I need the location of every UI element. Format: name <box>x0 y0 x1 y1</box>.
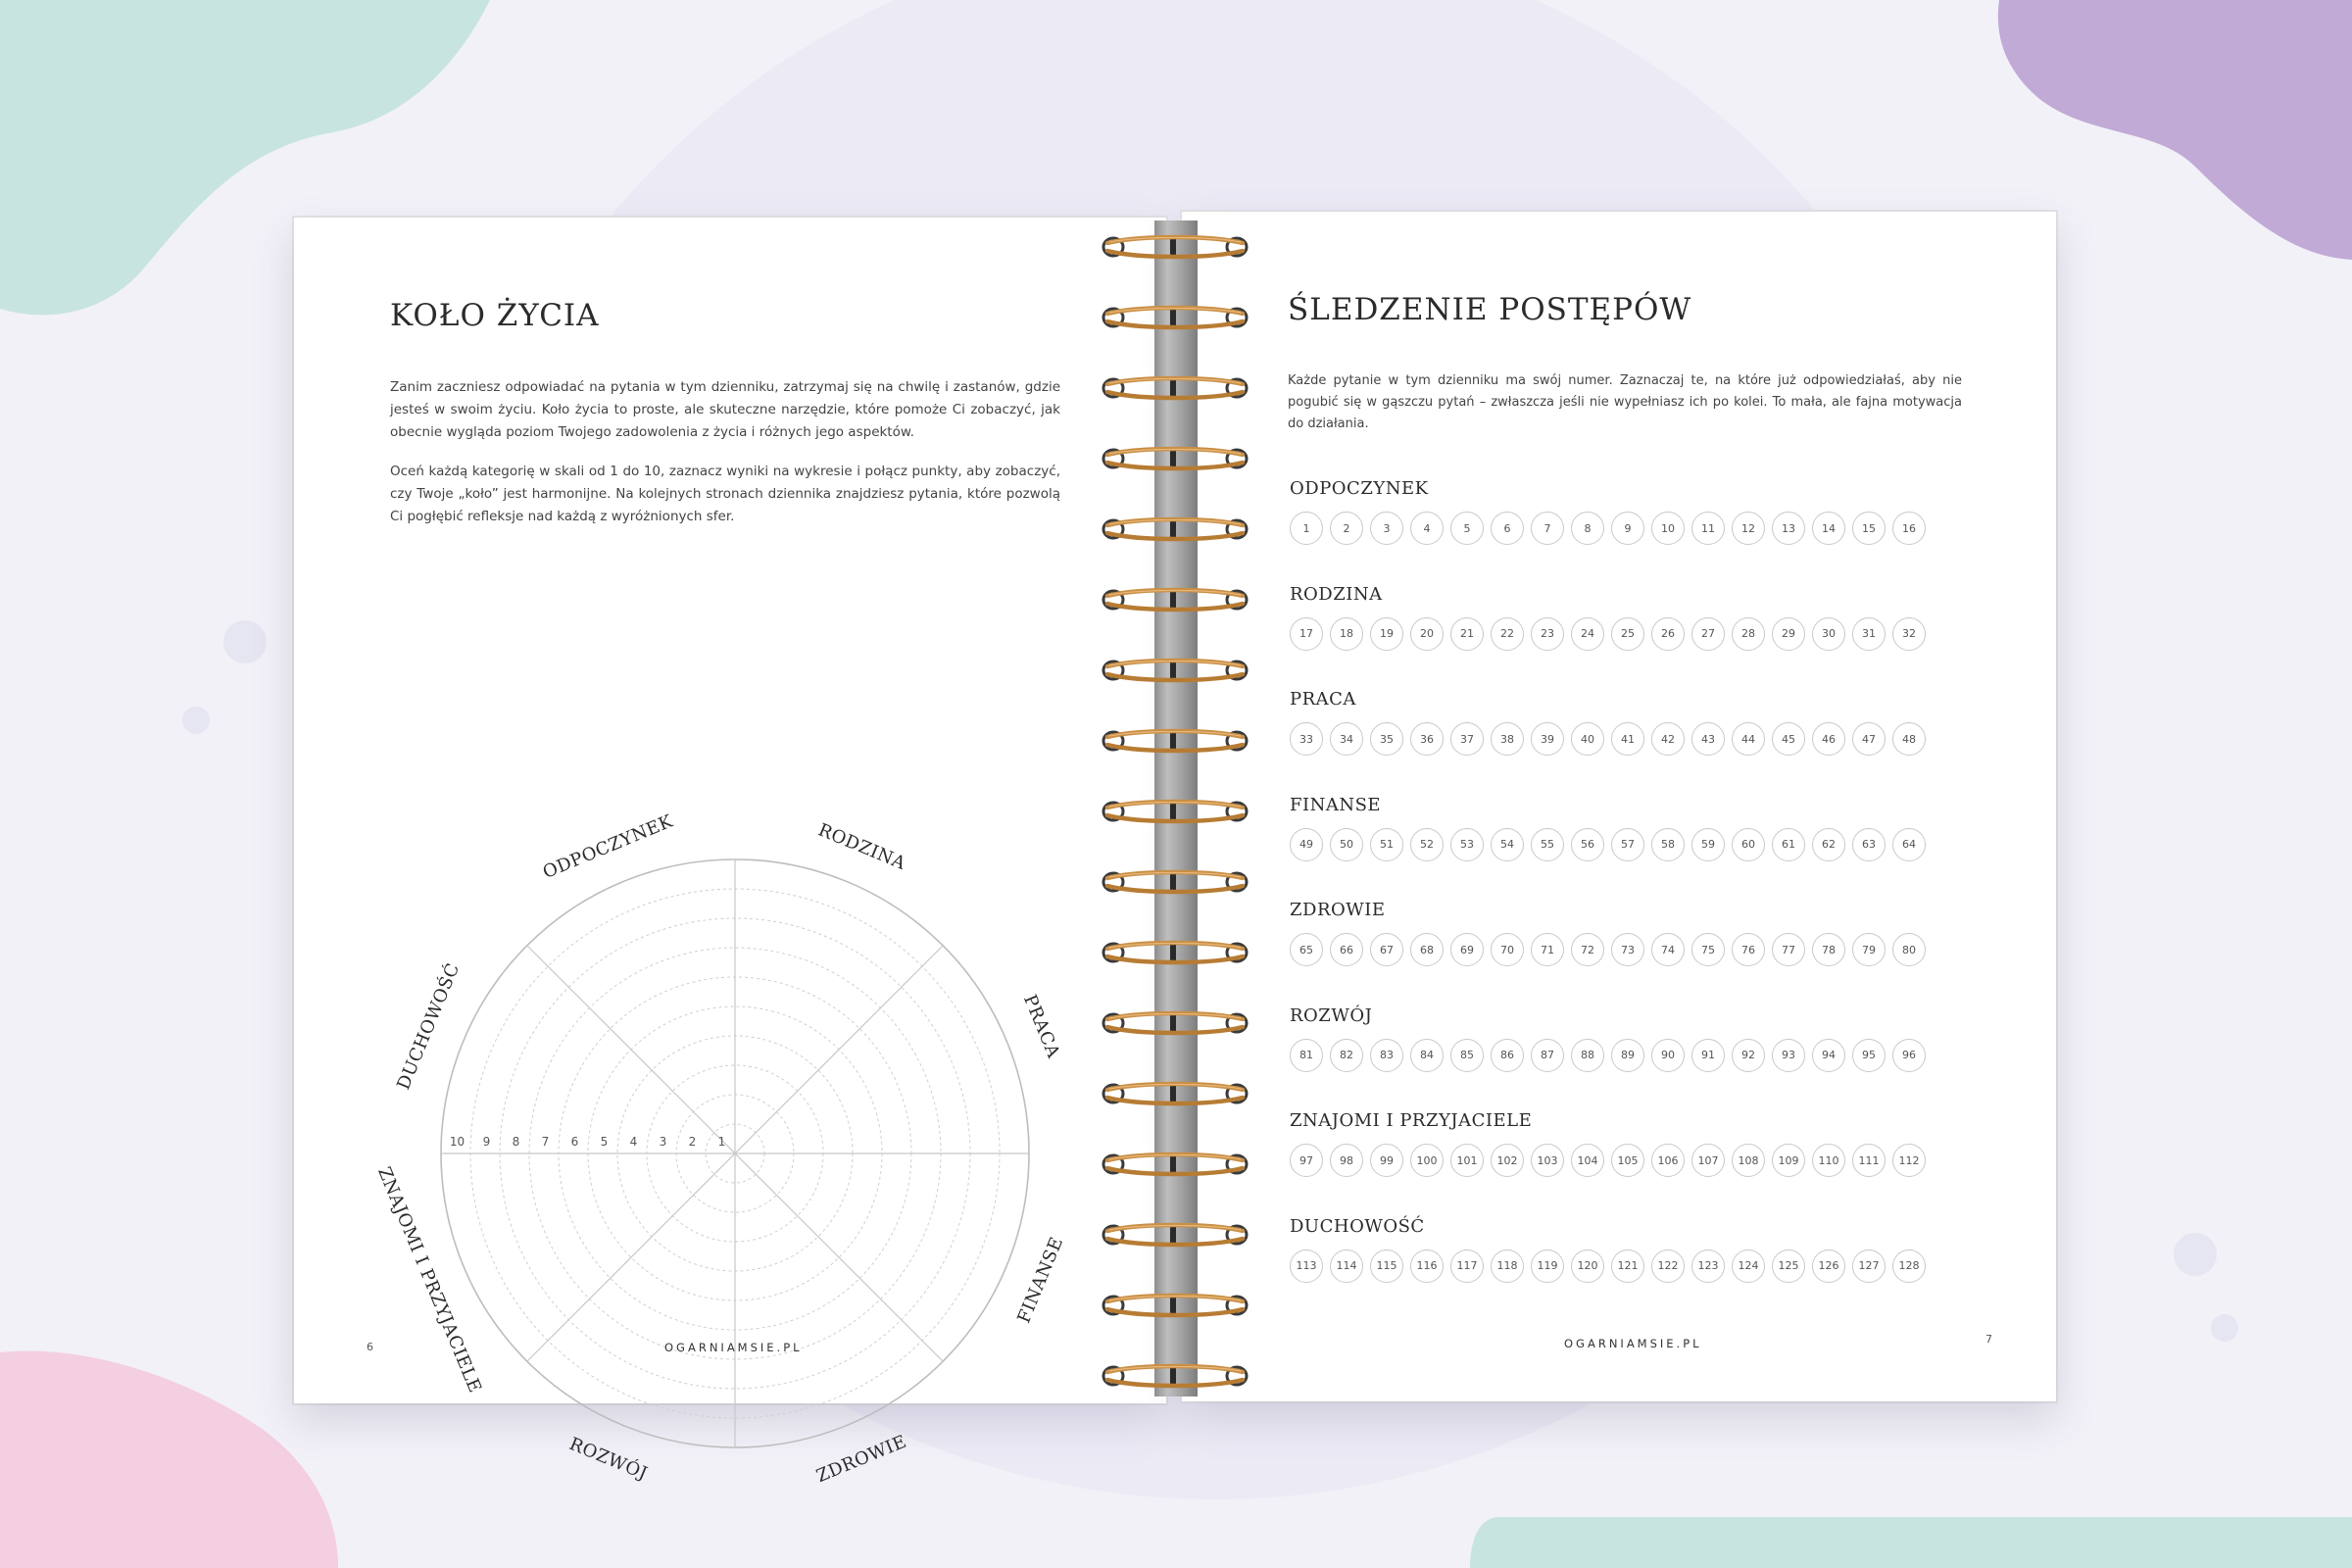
section-title: ROZWÓJ <box>1290 1004 1373 1026</box>
question-number-checkbox[interactable]: 42 <box>1651 722 1685 756</box>
right-page <box>1182 212 2056 1401</box>
question-number-row <box>1290 933 1926 966</box>
question-number-checkbox[interactable]: 51 <box>1370 828 1403 861</box>
page-title: ŚLEDZENIE POSTĘPÓW <box>1288 292 1692 327</box>
question-number-checkbox[interactable]: 88 <box>1571 1039 1604 1072</box>
wheel-scale-label: 1 <box>717 1135 726 1149</box>
question-number-row <box>1290 512 1926 545</box>
page-number: 7 <box>1985 1333 1992 1346</box>
question-number-checkbox[interactable]: 121 <box>1611 1250 1644 1283</box>
spiral-ring <box>1100 586 1250 613</box>
question-number-checkbox[interactable]: 15 <box>1852 512 1886 545</box>
question-number-checkbox[interactable]: 99 <box>1370 1144 1403 1177</box>
question-number-checkbox[interactable]: 114 <box>1330 1250 1363 1283</box>
question-number-checkbox[interactable]: 69 <box>1450 933 1484 966</box>
section-title: ZNAJOMI I PRZYJACIELE <box>1290 1110 1533 1131</box>
question-number-checkbox[interactable]: 5 <box>1450 512 1484 545</box>
question-number-checkbox[interactable]: 22 <box>1491 617 1524 651</box>
wheel-category-label: DUCHOWOŚĆ <box>393 959 465 1094</box>
question-number-checkbox[interactable]: 18 <box>1330 617 1363 651</box>
question-number-checkbox[interactable]: 122 <box>1651 1250 1685 1283</box>
question-number-checkbox[interactable]: 101 <box>1450 1144 1484 1177</box>
question-number-checkbox[interactable]: 55 <box>1531 828 1564 861</box>
question-number-checkbox[interactable]: 52 <box>1410 828 1444 861</box>
wheel-category-label: FINANSE <box>1013 1234 1068 1327</box>
spiral-ring <box>1100 1292 1250 1319</box>
question-number-checkbox[interactable]: 83 <box>1370 1039 1403 1072</box>
spiral-ring <box>1100 727 1250 755</box>
question-number-checkbox[interactable]: 24 <box>1571 617 1604 651</box>
question-number-checkbox[interactable]: 4 <box>1410 512 1444 545</box>
question-number-checkbox[interactable]: 23 <box>1531 617 1564 651</box>
question-number-checkbox[interactable]: 45 <box>1772 722 1805 756</box>
question-number-checkbox[interactable]: 37 <box>1450 722 1484 756</box>
wheel-category-label: ZNAJOMI I PRZYJACIELE <box>373 1163 486 1396</box>
wheel-scale-label: 8 <box>512 1135 520 1149</box>
question-number-checkbox[interactable]: 63 <box>1852 828 1886 861</box>
section-title: DUCHOWOŚĆ <box>1290 1215 1425 1237</box>
question-number-checkbox[interactable]: 116 <box>1410 1250 1444 1283</box>
question-number-checkbox[interactable]: 57 <box>1611 828 1644 861</box>
question-number-checkbox[interactable]: 11 <box>1691 512 1725 545</box>
question-number-checkbox[interactable]: 125 <box>1772 1250 1805 1283</box>
intro-paragraph: Każde pytanie w tym dzienniku ma swój numer. Zaznaczaj te, na które już odpowiedziałaś, aby nie pogubić się w gąszczu pytań – zwłaszcza jeśli nie wypełniasz ich po kolei. To mała, ale fajna motywacja do działania. <box>1288 373 1962 431</box>
question-number-checkbox[interactable]: 112 <box>1892 1144 1926 1177</box>
question-number-checkbox[interactable]: 47 <box>1852 722 1886 756</box>
question-number-checkbox[interactable]: 98 <box>1330 1144 1363 1177</box>
wheel-category-label: RODZINA <box>814 819 909 875</box>
question-number-checkbox[interactable]: 12 <box>1732 512 1765 545</box>
question-number-row <box>1290 617 1926 651</box>
question-number-checkbox[interactable]: 70 <box>1491 933 1524 966</box>
question-number-checkbox[interactable]: 50 <box>1330 828 1363 861</box>
spiral-ring <box>1100 657 1250 684</box>
question-number-checkbox[interactable]: 25 <box>1611 617 1644 651</box>
question-number-checkbox[interactable]: 102 <box>1491 1144 1524 1177</box>
question-number-checkbox[interactable]: 38 <box>1491 722 1524 756</box>
question-number-checkbox[interactable]: 36 <box>1410 722 1444 756</box>
question-number-checkbox[interactable]: 13 <box>1772 512 1805 545</box>
intro-paragraph-1: Zanim zaczniesz odpowiadać na pytania w tym dzienniku, zatrzymaj się na chwilę i zastanów, gdzie jesteś w swoim życiu. Koło życia to proste, ale skuteczne narzędzie, które pomoże Ci zobaczyć, jak obecnie wygląda poziom Twojego zadowolenia z życia i różnych jego aspektów. <box>390 379 1060 440</box>
question-number-checkbox[interactable]: 59 <box>1691 828 1725 861</box>
question-number-checkbox[interactable]: 117 <box>1450 1250 1484 1283</box>
question-number-checkbox[interactable]: 126 <box>1812 1250 1845 1283</box>
question-number-checkbox[interactable]: 80 <box>1892 933 1926 966</box>
question-number-checkbox[interactable]: 41 <box>1611 722 1644 756</box>
brand-footer: OGARNIAMSIE.PL <box>664 1341 803 1354</box>
question-number-checkbox[interactable]: 39 <box>1531 722 1564 756</box>
question-number-checkbox[interactable]: 3 <box>1370 512 1403 545</box>
wheel-scale-label: 2 <box>688 1135 697 1149</box>
question-number-checkbox[interactable]: 31 <box>1852 617 1886 651</box>
question-number-checkbox[interactable]: 26 <box>1651 617 1685 651</box>
question-number-checkbox[interactable]: 68 <box>1410 933 1444 966</box>
question-number-row <box>1290 1039 1926 1072</box>
question-number-checkbox[interactable]: 128 <box>1892 1250 1926 1283</box>
question-number-checkbox[interactable]: 67 <box>1370 933 1403 966</box>
question-number-checkbox[interactable]: 108 <box>1732 1144 1765 1177</box>
question-number-checkbox[interactable]: 60 <box>1732 828 1765 861</box>
section-title: PRACA <box>1290 689 1356 710</box>
question-number-checkbox[interactable]: 54 <box>1491 828 1524 861</box>
question-number-checkbox[interactable]: 110 <box>1812 1144 1845 1177</box>
question-number-checkbox[interactable]: 97 <box>1290 1144 1323 1177</box>
spiral-ring <box>1100 1009 1250 1037</box>
intro-paragraph-2: Oceń każdą kategorię w skali od 1 do 10, zaznacz wyniki na wykresie i połącz punkty, aby zobaczyć, czy Twoje „koło” jest harmonijne. Na kolejnych stronach dziennika znajdziesz pytania, które pozwolą Ci pogłębić refleksje nad każdą z wyróżnionych sfer. <box>390 464 1060 524</box>
spiral-ring <box>1100 868 1250 896</box>
page-number: 6 <box>367 1341 373 1353</box>
question-number-checkbox[interactable]: 106 <box>1651 1144 1685 1177</box>
question-number-checkbox[interactable]: 34 <box>1330 722 1363 756</box>
question-number-checkbox[interactable]: 62 <box>1812 828 1845 861</box>
question-number-checkbox[interactable]: 74 <box>1651 933 1685 966</box>
question-number-checkbox[interactable]: 35 <box>1370 722 1403 756</box>
question-number-checkbox[interactable]: 127 <box>1852 1250 1886 1283</box>
question-number-checkbox[interactable]: 84 <box>1410 1039 1444 1072</box>
question-number-checkbox[interactable]: 76 <box>1732 933 1765 966</box>
mint-bar-decoration <box>1470 1509 2352 1568</box>
spiral-ring <box>1100 1151 1250 1178</box>
question-number-checkbox[interactable]: 20 <box>1410 617 1444 651</box>
question-number-checkbox[interactable]: 92 <box>1732 1039 1765 1072</box>
question-number-checkbox[interactable]: 73 <box>1611 933 1644 966</box>
question-number-checkbox[interactable]: 6 <box>1491 512 1524 545</box>
question-number-checkbox[interactable]: 104 <box>1571 1144 1604 1177</box>
question-number-checkbox[interactable]: 119 <box>1531 1250 1564 1283</box>
question-number-checkbox[interactable]: 21 <box>1450 617 1484 651</box>
question-number-checkbox[interactable]: 87 <box>1531 1039 1564 1072</box>
question-number-checkbox[interactable]: 105 <box>1611 1144 1644 1177</box>
question-number-checkbox[interactable]: 32 <box>1892 617 1926 651</box>
question-number-checkbox[interactable]: 1 <box>1290 512 1323 545</box>
question-number-checkbox[interactable]: 120 <box>1571 1250 1604 1283</box>
question-number-checkbox[interactable]: 78 <box>1812 933 1845 966</box>
question-number-checkbox[interactable]: 100 <box>1410 1144 1444 1177</box>
question-number-checkbox[interactable]: 64 <box>1892 828 1926 861</box>
question-number-checkbox[interactable]: 19 <box>1370 617 1403 651</box>
question-number-checkbox[interactable]: 75 <box>1691 933 1725 966</box>
spiral-ring <box>1100 374 1250 402</box>
wheel-category-label: ROZWÓJ <box>565 1433 651 1485</box>
question-number-checkbox[interactable]: 33 <box>1290 722 1323 756</box>
question-number-row <box>1290 1144 1926 1177</box>
wheel-category-label: ZDROWIE <box>813 1431 910 1488</box>
wheel-scale-label: 7 <box>541 1135 550 1149</box>
question-number-checkbox[interactable]: 93 <box>1772 1039 1805 1072</box>
question-number-checkbox[interactable]: 85 <box>1450 1039 1484 1072</box>
question-number-checkbox[interactable]: 115 <box>1370 1250 1403 1283</box>
question-number-checkbox[interactable]: 111 <box>1852 1144 1886 1177</box>
question-number-checkbox[interactable]: 109 <box>1772 1144 1805 1177</box>
question-number-checkbox[interactable]: 28 <box>1732 617 1765 651</box>
wheel-scale-label: 5 <box>600 1135 609 1149</box>
question-number-checkbox[interactable]: 49 <box>1290 828 1323 861</box>
spiral-ring <box>1100 939 1250 966</box>
question-number-checkbox[interactable]: 40 <box>1571 722 1604 756</box>
wheel-scale-label: 9 <box>482 1135 491 1149</box>
section-title: ZDROWIE <box>1290 900 1386 920</box>
question-number-checkbox[interactable]: 56 <box>1571 828 1604 861</box>
question-number-checkbox[interactable]: 65 <box>1290 933 1323 966</box>
wheel-scale-label: 3 <box>659 1135 667 1149</box>
question-number-checkbox[interactable]: 96 <box>1892 1039 1926 1072</box>
question-number-row <box>1290 828 1926 861</box>
section-title: ODPOCZYNEK <box>1290 478 1429 499</box>
question-number-checkbox[interactable]: 10 <box>1651 512 1685 545</box>
wheel-scale-label: 4 <box>629 1135 638 1149</box>
question-number-checkbox[interactable]: 61 <box>1772 828 1805 861</box>
question-number-checkbox[interactable]: 107 <box>1691 1144 1725 1177</box>
question-number-checkbox[interactable]: 53 <box>1450 828 1484 861</box>
question-number-checkbox[interactable]: 90 <box>1651 1039 1685 1072</box>
question-number-checkbox[interactable]: 29 <box>1772 617 1805 651</box>
question-number-checkbox[interactable]: 94 <box>1812 1039 1845 1072</box>
question-number-checkbox[interactable]: 77 <box>1772 933 1805 966</box>
question-number-checkbox[interactable]: 103 <box>1531 1144 1564 1177</box>
question-number-checkbox[interactable]: 48 <box>1892 722 1926 756</box>
question-number-checkbox[interactable]: 58 <box>1651 828 1685 861</box>
question-number-checkbox[interactable]: 89 <box>1611 1039 1644 1072</box>
spiral-ring <box>1100 304 1250 331</box>
question-number-checkbox[interactable]: 95 <box>1852 1039 1886 1072</box>
question-number-checkbox[interactable]: 118 <box>1491 1250 1524 1283</box>
question-number-checkbox[interactable]: 124 <box>1732 1250 1765 1283</box>
question-number-checkbox[interactable]: 17 <box>1290 617 1323 651</box>
wheel-category-label: PRACA <box>1019 992 1064 1061</box>
spiral-ring <box>1100 515 1250 543</box>
question-number-checkbox[interactable]: 86 <box>1491 1039 1524 1072</box>
page-title: KOŁO ŻYCIA <box>390 298 600 333</box>
question-number-checkbox[interactable]: 14 <box>1812 512 1845 545</box>
spiral-ring <box>1100 233 1250 261</box>
wheel-scale-label: 6 <box>570 1135 579 1149</box>
question-number-checkbox[interactable]: 16 <box>1892 512 1926 545</box>
section-title: FINANSE <box>1290 794 1382 815</box>
wheel-category-label: ODPOCZYNEK <box>540 810 676 884</box>
spiral-ring <box>1100 798 1250 825</box>
question-number-checkbox[interactable]: 71 <box>1531 933 1564 966</box>
question-number-checkbox[interactable]: 46 <box>1812 722 1845 756</box>
question-number-checkbox[interactable]: 123 <box>1691 1250 1725 1283</box>
question-number-checkbox[interactable]: 27 <box>1691 617 1725 651</box>
spiral-ring <box>1100 445 1250 472</box>
wheel-scale-label: 10 <box>449 1135 466 1149</box>
question-number-row <box>1290 1250 1926 1283</box>
question-number-checkbox[interactable]: 113 <box>1290 1250 1323 1283</box>
question-number-checkbox[interactable]: 30 <box>1812 617 1845 651</box>
question-number-checkbox[interactable]: 81 <box>1290 1039 1323 1072</box>
question-number-row <box>1290 722 1926 756</box>
left-page <box>294 218 1166 1488</box>
question-number-checkbox[interactable]: 79 <box>1852 933 1886 966</box>
brand-footer: OGARNIAMSIE.PL <box>1564 1337 1702 1350</box>
spiral-ring <box>1100 1080 1250 1107</box>
question-number-checkbox[interactable]: 7 <box>1531 512 1564 545</box>
spiral-ring <box>1100 1221 1250 1249</box>
question-number-checkbox[interactable]: 82 <box>1330 1039 1363 1072</box>
question-number-checkbox[interactable]: 91 <box>1691 1039 1725 1072</box>
section-title: RODZINA <box>1290 583 1383 605</box>
question-number-checkbox[interactable]: 8 <box>1571 512 1604 545</box>
question-number-checkbox[interactable]: 43 <box>1691 722 1725 756</box>
question-number-checkbox[interactable]: 66 <box>1330 933 1363 966</box>
question-number-checkbox[interactable]: 9 <box>1611 512 1644 545</box>
spiral-ring <box>1100 1362 1250 1390</box>
question-number-checkbox[interactable]: 72 <box>1571 933 1604 966</box>
question-number-checkbox[interactable]: 44 <box>1732 722 1765 756</box>
question-number-checkbox[interactable]: 2 <box>1330 512 1363 545</box>
